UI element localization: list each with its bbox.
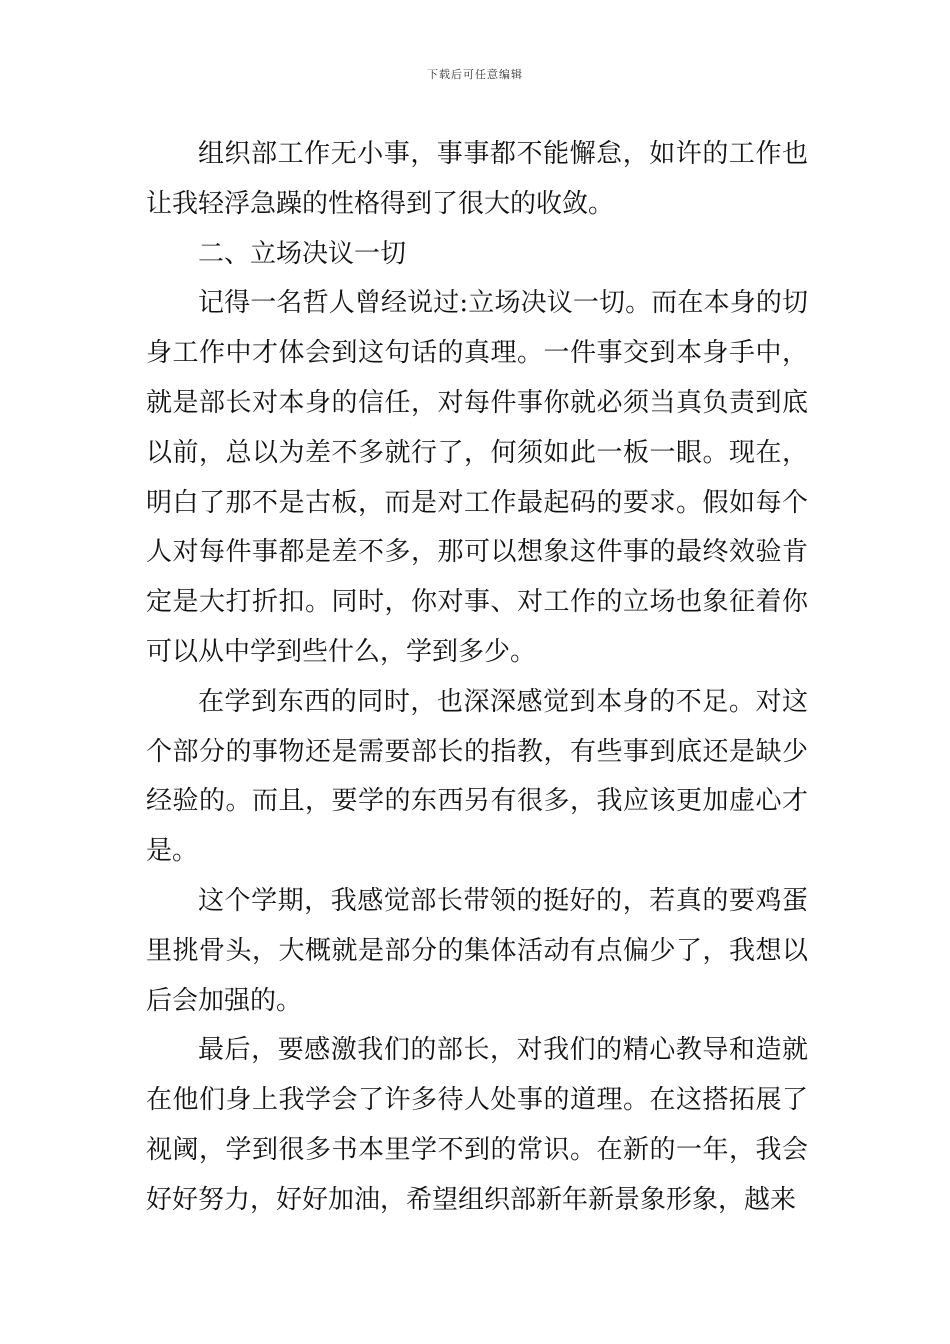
page-header: 下载后可任意编辑 bbox=[427, 68, 523, 81]
paragraph: 记得一名哲人曾经说过:立场决议一切。而在本身的切身工作中才体会到这句话的真理。一件事交到本身手中，就是部长对本身的信任，对每件事你就必须当真负责到底以前，总以为差不多就行了，何须如此一板一眼。现在，明白了那不是古板，而是对工作最起码的要求。假如每个人对每件事都是差不多，那可以想象这件事的最终效验肯定是大打折扣。同时，你对事、对工作的立场也象征着你可以从中学到些什么，学到多少。 bbox=[146, 288, 808, 667]
paragraph: 最后，要感激我们的部长，对我们的精心教导和造就在他们身上我学会了许多待人处事的道理。在这搭拓展了视阈，学到很多书本里学不到的常识。在新的一年，我会好好努力，好好加油，希望组织部新年新景象形象，越来 bbox=[146, 1035, 808, 1215]
paragraph: 在学到东西的同时，也深深感觉到本身的不足。对这个部分的事物还是需要部长的指教，有些事到底还是缺少经验的。而且，要学的东西另有很多，我应该更加虚心才是。 bbox=[146, 686, 808, 867]
paragraph: 组织部工作无小事，事事都不能懈怠，如许的工作也让我轻浮急躁的性格得到了很大的收敛。 bbox=[146, 139, 808, 219]
section-heading: 二、立场决议一切 bbox=[198, 238, 407, 269]
paragraph: 这个学期，我感觉部长带领的挺好的，若真的要鸡蛋里挑骨头，大概就是部分的集体活动有点偏少了，我想以后会加强的。 bbox=[146, 885, 808, 1016]
document-body bbox=[146, 130, 808, 1226]
